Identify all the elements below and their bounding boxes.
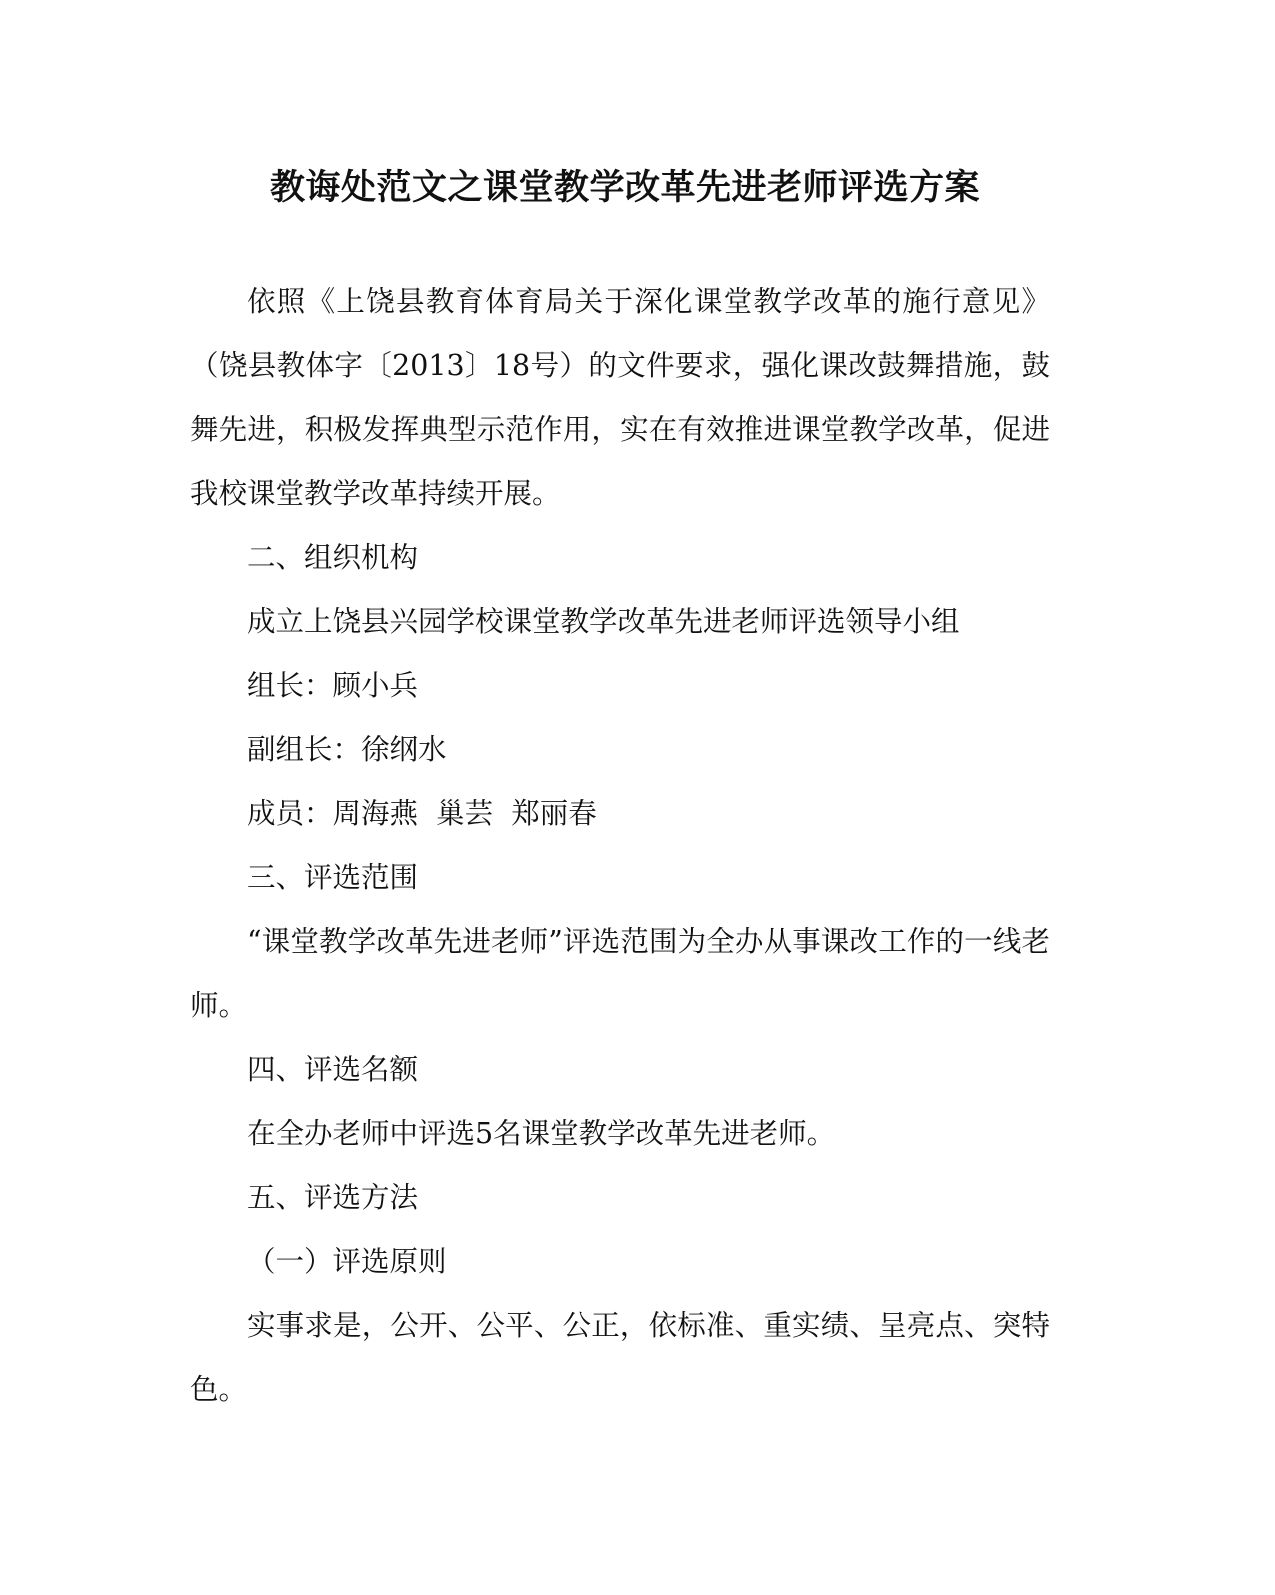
subsection-heading-principles: （一）评选原则 <box>247 1245 447 1278</box>
group-leader-line: 组长：顾小兵 <box>247 669 419 702</box>
document-body <box>190 270 1050 1422</box>
section-heading-quota: 四、评选名额 <box>247 1053 419 1086</box>
document-title: 教诲处范文之课堂教学改革先进老师评选方案 <box>269 167 980 208</box>
intro-paragraph: 依照《上饶县教育体育局关于深化课堂教学改革的施行意见》（饶县教体字〔2013〕18号）的文件要求，强化课改鼓舞措施，鼓舞先进，积极发挥典型示范作用，实在有效推进课堂教学改革，促进我校课堂教学改革持续开展。 <box>190 285 1050 510</box>
quota-paragraph: 在全办老师中评选5名课堂教学改革先进老师。 <box>247 1117 836 1150</box>
section-heading-method: 五、评选方法 <box>247 1181 419 1214</box>
section-heading-organization: 二、组织机构 <box>247 541 419 574</box>
deputy-leader-line: 副组长：徐纲水 <box>247 733 447 766</box>
principles-paragraph: 实事求是，公开、公平、公正，依标准、重实绩、呈亮点、突特色。 <box>190 1309 1050 1406</box>
leadership-group-paragraph: 成立上饶县兴园学校课堂教学改革先进老师评选领导小组 <box>247 605 960 638</box>
scope-paragraph: “课堂教学改革先进老师”评选范围为全办从事课改工作的一线老师。 <box>190 925 1050 1022</box>
section-heading-scope: 三、评选范围 <box>247 861 419 894</box>
members-line: 成员：周海燕 巢芸 郑丽春 <box>247 797 597 830</box>
